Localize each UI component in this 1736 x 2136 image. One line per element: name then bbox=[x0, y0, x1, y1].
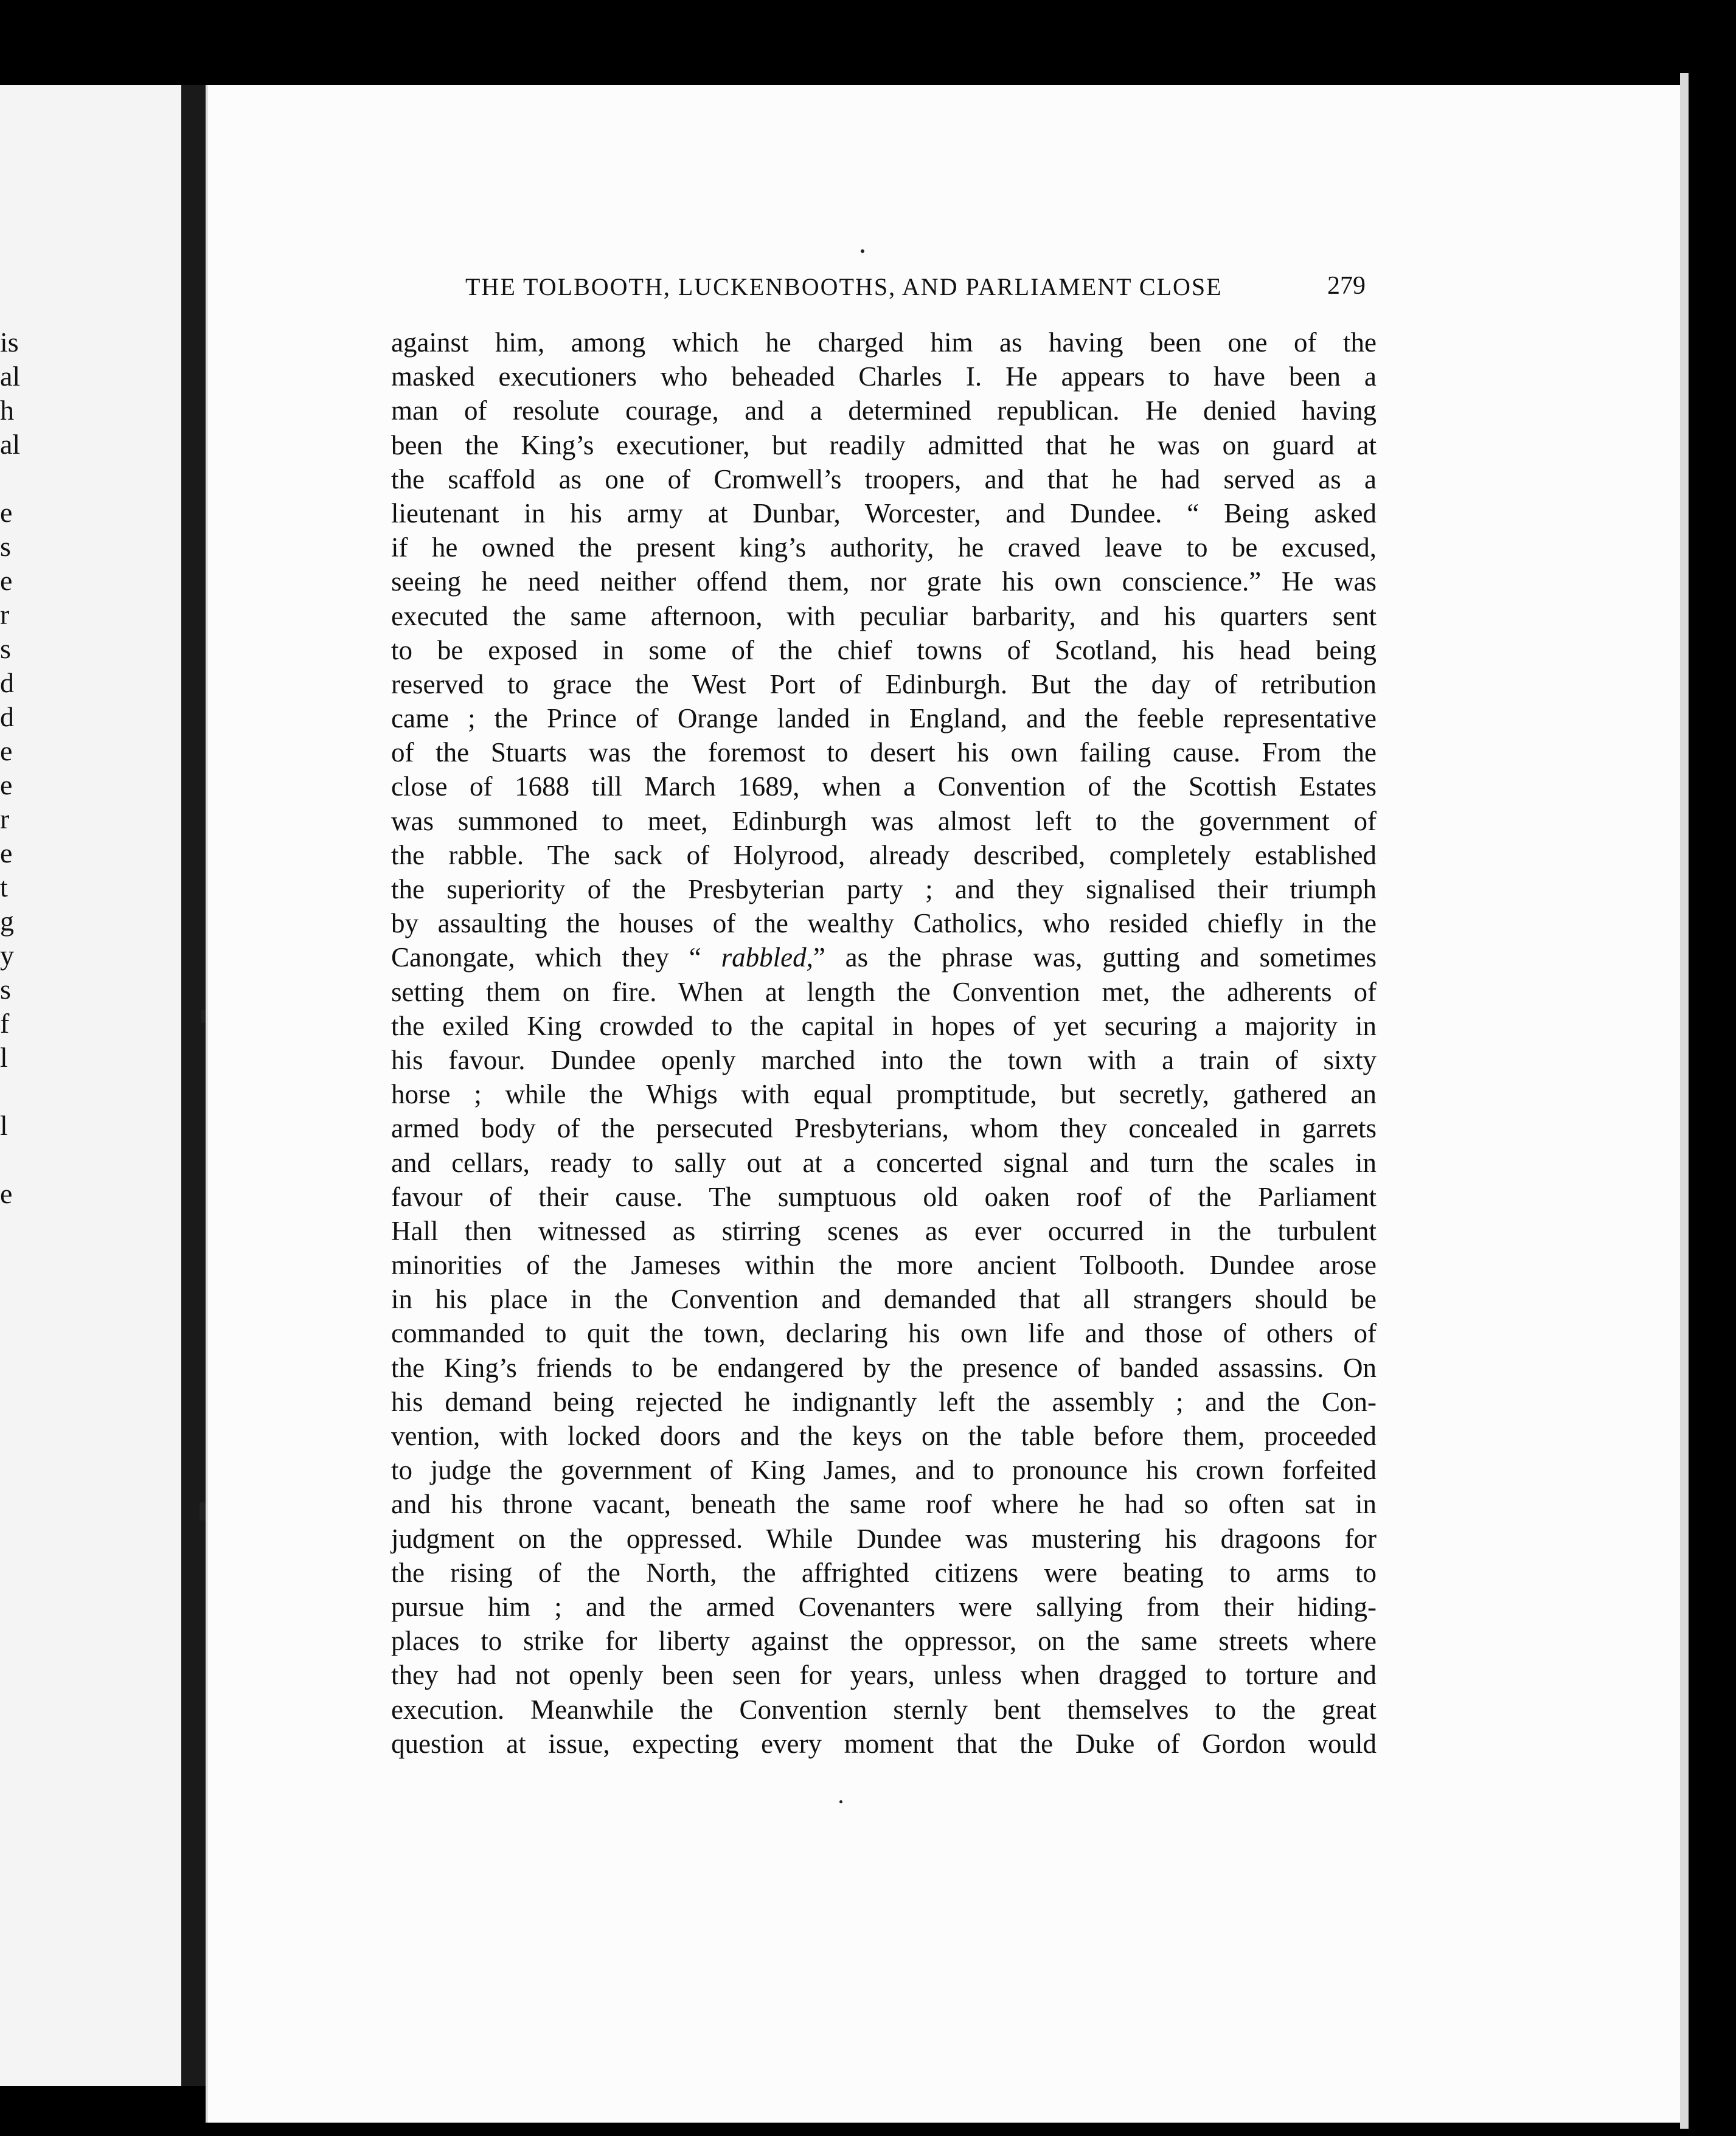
text-line: was summoned to meet, Edinburgh was almost left to the government of bbox=[391, 805, 1377, 836]
text-line: been the King’s executioner, but readily admitted that he was on guard at bbox=[391, 429, 1377, 460]
facing-page-fragment: e bbox=[0, 769, 13, 800]
text-line: masked executioners who beheaded Charles I. He appears to have been a bbox=[391, 361, 1377, 392]
facing-page-fragment: s bbox=[0, 633, 11, 664]
text-line: by assaulting the houses of the wealthy Catholics, who resided chiefly in the bbox=[391, 908, 1377, 939]
facing-page-fragment: al bbox=[0, 429, 21, 460]
facing-page-text-fragments bbox=[0, 325, 36, 1211]
facing-page-fragment: y bbox=[0, 940, 14, 971]
text-line: favour of their cause. The sumptuous old oaken roof of the Parliament bbox=[391, 1181, 1377, 1212]
text-line: minorities of the Jameses within the more ancient Tolbooth. Dundee arose bbox=[391, 1250, 1377, 1281]
facing-page-fragment: e bbox=[0, 497, 13, 528]
text-line: the scaffold as one of Cromwell’s troopers, and that he had served as a bbox=[391, 463, 1377, 494]
running-header bbox=[465, 272, 1366, 309]
text-line: reserved to grace the West Port of Edinburgh. But the day of retribution bbox=[391, 668, 1377, 699]
facing-page-fragment: al bbox=[0, 361, 21, 392]
text-line: and his throne vacant, beneath the same roof where he had so often sat in bbox=[391, 1489, 1377, 1520]
text-line: executed the same afternoon, with peculiar barbarity, and his quarters sent bbox=[391, 600, 1377, 631]
facing-page-fragment bbox=[0, 1143, 36, 1177]
text-line: to be exposed in some of the chief towns of Scotland, his head being bbox=[391, 634, 1377, 665]
facing-page-fragment: r bbox=[0, 803, 10, 834]
text-line: and cellars, ready to sally out at a concerted signal and turn the scales in bbox=[391, 1147, 1377, 1178]
text-line: of the Stuarts was the foremost to desert his own failing cause. From the bbox=[391, 737, 1377, 768]
text-line: man of resolute courage, and a determined republican. He denied having bbox=[391, 395, 1377, 426]
text-line: they had not openly been seen for years, unless when dragged to torture and bbox=[391, 1660, 1377, 1691]
text-line: his demand being rejected he indignantly left the assembly ; and the Con- bbox=[391, 1386, 1377, 1417]
text-line: seeing he need neither offend them, nor grate his own conscience.” He was bbox=[391, 566, 1377, 597]
facing-page-fragment: g bbox=[0, 906, 14, 937]
text-line: setting them on fire. When at length the Convention met, the adherents of bbox=[391, 976, 1377, 1007]
page-edge bbox=[1680, 73, 1689, 2129]
text-line: his favour. Dundee openly marched into the town with a train of sixty bbox=[391, 1044, 1377, 1075]
text-line: the King’s friends to be endangered by the presence of banded assassins. On bbox=[391, 1352, 1377, 1383]
facing-page-fragment: f bbox=[0, 1008, 10, 1039]
facing-page-fragment: d bbox=[0, 701, 14, 732]
text-line: against him, among which he charged him as having been one of the bbox=[391, 327, 1377, 358]
text-line: the rabble. The sack of Holyrood, already described, completely established bbox=[391, 839, 1377, 870]
facing-page-fragment: e bbox=[0, 565, 13, 596]
facing-page-fragment: l bbox=[0, 1042, 8, 1073]
text-line: lieutenant in his army at Dunbar, Worcester, and Dundee. “ Being asked bbox=[391, 498, 1377, 529]
text-line: the rising of the North, the affrighted citizens were beating to arms to bbox=[391, 1557, 1377, 1588]
ink-speck bbox=[861, 249, 864, 253]
text-line: commanded to quit the town, declaring his own life and those of others of bbox=[391, 1318, 1377, 1349]
text-line: to judge the government of King James, and to pronounce his crown forfeited bbox=[391, 1455, 1377, 1486]
ink-speck bbox=[201, 1010, 206, 1023]
facing-page-fragment: l bbox=[0, 1110, 8, 1141]
text-line: if he owned the present king’s authority, he craved leave to be excused, bbox=[391, 532, 1377, 563]
ink-speck bbox=[200, 1502, 206, 1521]
facing-page-fragment bbox=[0, 1075, 36, 1109]
text-line: armed body of the persecuted Presbyterians, whom they concealed in garrets bbox=[391, 1113, 1377, 1144]
facing-page-fragment: r bbox=[0, 599, 10, 630]
text-line: Hall then witnessed as stirring scenes as ever occurred in the turbulent bbox=[391, 1215, 1377, 1246]
text-line: execution. Meanwhile the Convention sternly bent themselves to the great bbox=[391, 1694, 1377, 1725]
facing-page-fragment: s bbox=[0, 974, 11, 1005]
text-line: pursue him ; and the armed Covenanters were sallying from their hiding- bbox=[391, 1591, 1377, 1622]
text-line: in his place in the Convention and demanded that all strangers should be bbox=[391, 1284, 1377, 1315]
facing-page-fragment: e bbox=[0, 735, 13, 766]
running-title: THE TOLBOOTH, LUCKENBOOTHS, AND PARLIAMENT CLOSE bbox=[465, 273, 1223, 300]
facing-page-fragment: e bbox=[0, 1178, 13, 1209]
text-line: places to strike for liberty against the oppressor, on the same streets where bbox=[391, 1626, 1377, 1657]
facing-page-fragment: t bbox=[0, 872, 8, 903]
text-line: Canongate, which they “ rabbled,” as the phrase was, gutting and sometimes bbox=[391, 942, 1377, 973]
body-text bbox=[391, 325, 1377, 1761]
page-number: 279 bbox=[1327, 272, 1366, 300]
text-line: horse ; while the Whigs with equal promptitude, but secretly, gathered an bbox=[391, 1079, 1377, 1110]
facing-page-fragment: e bbox=[0, 837, 13, 869]
facing-page-fragment: is bbox=[0, 327, 19, 358]
text-line: came ; the Prince of Orange landed in England, and the feeble representative bbox=[391, 703, 1377, 734]
text-line: question at issue, expecting every moment that the Duke of Gordon would bbox=[391, 1728, 1377, 1759]
facing-page-fragment: d bbox=[0, 667, 14, 698]
text-line: close of 1688 till March 1689, when a Convention of the Scottish Estates bbox=[391, 771, 1377, 802]
facing-page-fragment: h bbox=[0, 395, 14, 426]
facing-page-fragment bbox=[0, 462, 36, 496]
facing-page-fragment: s bbox=[0, 531, 11, 562]
ink-speck bbox=[839, 1800, 842, 1803]
text-line: the exiled King crowded to the capital in hopes of yet securing a majority in bbox=[391, 1010, 1377, 1041]
text-line: judgment on the oppressed. While Dundee was mustering his dragoons for bbox=[391, 1523, 1377, 1554]
text-line: vention, with locked doors and the keys on the table before them, proceeded bbox=[391, 1421, 1377, 1451]
text-line: the superiority of the Presbyterian party ; and they signalised their triumph bbox=[391, 874, 1377, 904]
gutter bbox=[181, 85, 206, 2086]
